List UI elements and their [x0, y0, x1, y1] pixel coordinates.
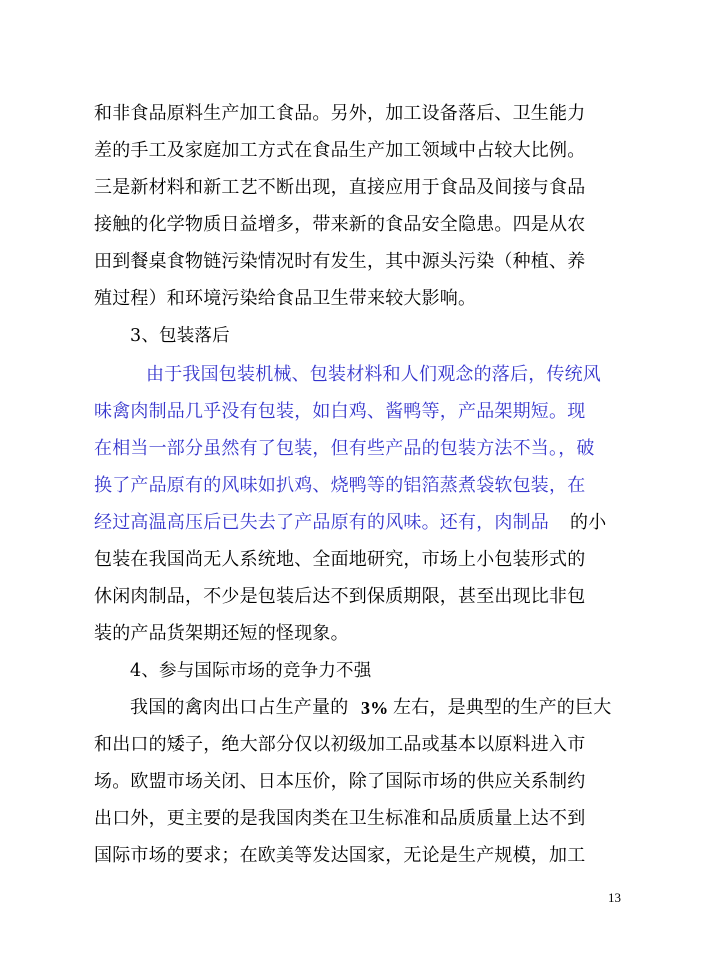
text: 的小: [570, 512, 607, 533]
text-line: [0, 730, 703, 760]
text-line: [0, 247, 703, 277]
text-line: [0, 136, 703, 166]
text: 装的产品货架期还短的怪现象。: [94, 623, 349, 644]
text: 殖过程）和环境污染给食品卫生带来较大影响。: [94, 288, 477, 309]
text: 包装在我国尚无人系统地、全面地研究，市场上小包装形式的: [94, 549, 586, 570]
text-line: [0, 434, 703, 464]
text: 差的手工及家庭加工方式在食品生产加工领域中占较大比例。: [94, 140, 586, 161]
text: 在相当一部分虽然有了包装，但有些产品的包装方法不当。，破: [94, 438, 595, 459]
text-line: [0, 471, 703, 501]
heading-text: 4、参与国际市场的竞争力不强: [130, 661, 372, 681]
text: 左右，是典型的生产的巨大: [393, 697, 612, 718]
text: 场。欧盟市场关闭、日本压价，除了国际市场的供应关系制约: [94, 771, 586, 792]
text: 三是新材料和新工艺不断出现，直接应用于食品及间接与食品: [94, 177, 586, 198]
text: 换了产品原有的风味如扒鸡、烧鸭等的铝箔蒸煮袋软包装，在: [94, 475, 586, 496]
text-line: [0, 693, 703, 723]
text-line: [0, 173, 703, 203]
section-heading: [0, 321, 703, 351]
text-line: [0, 841, 703, 871]
page-number: 13: [608, 890, 621, 905]
text-line: [0, 582, 703, 612]
text-line: [0, 545, 703, 575]
text: 国际市场的要求；在欧美等发达国家，无论是生产规模，加工: [94, 845, 586, 866]
text: 和出口的矮子，绝大部分仅以初级加工品或基本以原料进入市: [94, 734, 586, 755]
text-line: [0, 284, 703, 314]
text: 出口外，更主要的是我国肉类在卫生标准和品质质量上达不到: [94, 808, 586, 829]
text-line: [0, 99, 703, 129]
text-line: [0, 619, 703, 649]
text-line: [0, 804, 703, 834]
text-line: [0, 360, 703, 390]
text: 田到餐桌食物链污染情况时有发生，其中源头污染（种植、养: [94, 251, 586, 272]
heading-text: 3、包装落后: [130, 326, 230, 346]
text: 和非食品原料生产加工食品。另外，加工设备落后、卫生能力: [94, 103, 586, 124]
text: 休闲肉制品，不少是包装后达不到保质期限，甚至出现比非包: [94, 586, 586, 607]
text-line: [0, 767, 703, 797]
text: 由于我国包装机械、包装材料和人们观念的落后，传统风: [146, 364, 601, 385]
text: 我国的禽肉出口占生产量的: [130, 697, 349, 718]
text: 味禽肉制品几乎没有包装，如白鸡、酱鸭等，产品架期短。现: [94, 401, 586, 422]
text-line: [0, 397, 703, 427]
text: 接触的化学物质日益增多，带来新的食品安全隐患。四是从农: [94, 214, 586, 235]
percent-value: 3%: [361, 698, 389, 718]
text-line: [0, 508, 703, 538]
text-line: [0, 210, 703, 240]
text-blue: 经过高温高压后已失去了产品原有的风味。还有，肉制品: [94, 512, 549, 533]
section-heading: [0, 656, 703, 686]
